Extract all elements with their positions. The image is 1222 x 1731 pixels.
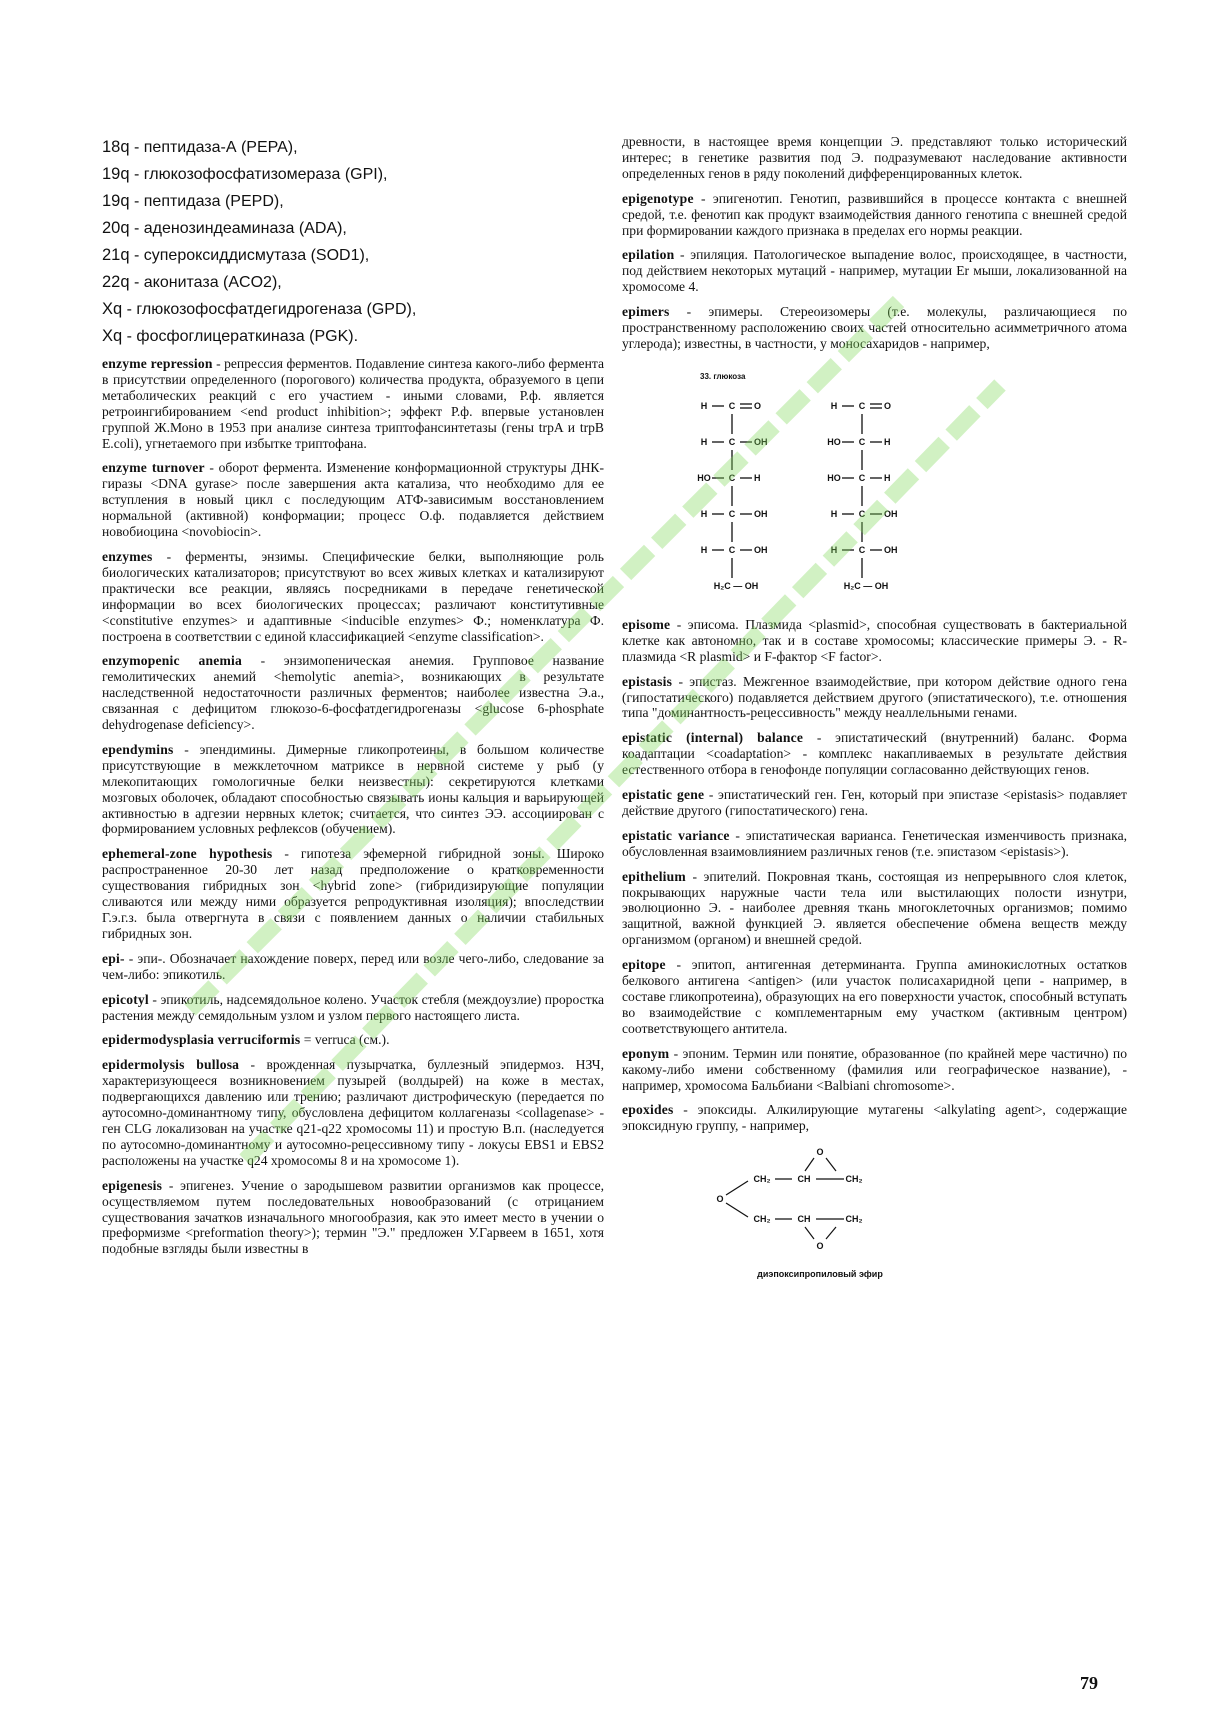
right-column: [622, 134, 1127, 1293]
entry-definition: - эпендимины. Димерные гликопротеины, в большом количестве присутствующие в межклеточном матриксе в нервной системе у рыб (у млекопитающих гомологичные белки неизвестны): секретируются клетками мозговых оболочек, обладают способностью связывать ионы кальция и варьирующей активностью в адгезии нервных клеток; считается, что синтез ЭЭ. ассоциирован с формированием условных рефлексов (обучением).: [102, 741, 604, 837]
entry-definition: - эпи-. Обозначает нахождение поверх, перед или возле чего-либо, следование за чем-либо: эпикотиль.: [102, 950, 604, 982]
entry-headword: epicotyl: [102, 991, 149, 1007]
entry-headword: epidermolysis bullosa: [102, 1057, 240, 1073]
entry-definition: - эпитоп, антигенная детерминанта. Группа аминокислотных остатков белкового антигена <antigen> (или участок полисахаридной цепи - например, в составе гликопротеина), образующих на его поверхности участок, способный вступать во взаимодействие с комплементарным ему участком (активным центром) соответствующего антитела.: [622, 957, 1127, 1036]
entry-definition: - врожденная пузырчатка, буллезный эпидермоз. НЗЧ, характеризующееся возникновением пузырей (волдырей) на коже в местах, подвергающихся давлению или трению; различают дистрофическую (передается по аутосомно-доминантному типу, обусловлена дефицитом коллагеназы <collagenase> - ген CLG локализован на участке q21-q22 хромосомы 11) и простую В.п. (наследуется по аутосомно-доминантному и аутосомно-рецессивному типу - локусы EBS1 и EBS2 расположены на участке q24 хромосомы 8 и на хромосоме 1).: [102, 1057, 604, 1168]
substituent-left: H: [700, 400, 708, 411]
dictionary-entry: [622, 674, 1127, 722]
dictionary-entry: [102, 846, 604, 941]
dictionary-entry: [622, 304, 1127, 352]
substituent-right: OH: [754, 544, 768, 555]
dictionary-entry-continued: [622, 134, 1127, 182]
dictionary-entry: [102, 1032, 604, 1048]
dictionary-entry: [102, 992, 604, 1024]
substituent-right: H: [884, 472, 891, 483]
substituent-left: H: [700, 508, 708, 519]
dictionary-entry: [622, 191, 1127, 239]
entry-definition: - эпигенотип. Генотип, развившийся в процессе контакта с внешней средой, т.е. фенотип как продукт взаимодействия данного генотипа с внешней средой при формировании каждого признака в пределах его нормы реакции.: [622, 190, 1127, 238]
enzyme-name: - супероксиддисмутаза (SOD1),: [129, 247, 370, 264]
entry-headword: ependymins: [102, 741, 174, 757]
chromosome-line: [102, 134, 604, 161]
entry-headword: epistatic variance: [622, 827, 730, 843]
enzyme-name: - глюкозофосфатизомераза (GPI),: [129, 166, 388, 183]
carbon-atom: C: [858, 472, 866, 483]
entry-headword: enzymopenic anemia: [102, 653, 243, 669]
substituent-right: OH: [754, 508, 768, 519]
entry-headword: epistatic (internal) balance: [622, 730, 804, 746]
substituent-left: H: [830, 400, 838, 411]
entry-definition: - эпиляция. Патологическое выпадение волос, происходящее, в частности, под действием некоторых мутаций - например, мутации Er мыши, локализованной на хромосоме 4.: [622, 247, 1127, 295]
entry-headword: eponym: [622, 1045, 670, 1061]
entry-definition: - эпистатический ген. Ген, который при эпистазе <epistasis> подавляет действие другого (гипостатического) гена.: [622, 787, 1127, 818]
figure-caption: диэпоксипропиловый эфир: [757, 1269, 883, 1280]
dictionary-entry: [622, 869, 1127, 949]
entry-definition: - эпоксиды. Алкилирующие мутагены <alkylating agent>, содержащие эпоксидную группу, - например,: [622, 1102, 1127, 1134]
entry-headword: epitope: [622, 957, 666, 973]
carbon-atom: C: [728, 508, 736, 519]
chromosome-list: [102, 134, 604, 350]
entry-definition: - гипотеза эфемерной гибридной зоны. Широко распространенное 20-30 лет назад предположение о кратковременности существования гибридных зон <hybrid zone> (гибридизирующие популяции сливаются или между ними образуется репродуктивная изоляция); впоследствии Г.э.г.з. была отвергнута в связи с появлением данных о наличии стабильных гибридных зон.: [102, 846, 604, 941]
substituent-left: H: [700, 436, 708, 447]
ch2-group: CH₂: [845, 1174, 863, 1185]
entry-headword: ephemeral-zone hypothesis: [102, 846, 273, 862]
carbon-atom: C: [858, 544, 866, 555]
enzyme-name: - фосфоглицераткиназа (PGK).: [122, 328, 359, 345]
entry-definition: - энзимопеническая анемия. Групповое название гемолитических анемий <hemolytic anemia>, возникающих в результате наследственной недостаточности различных ферментов; наиболее известна Э.а., связанная с дефицитом глюкозо-6-фосфатдегидрогеназы <glucose 6-phosphate dehydrogenase deficiency>.: [102, 653, 605, 733]
ether-bond: [726, 1181, 748, 1195]
carbon-atom: C: [858, 508, 866, 519]
ch2-group: CH₂: [753, 1174, 771, 1185]
ch2-group: CH₂: [845, 1214, 863, 1225]
epimer-structure-figure: [622, 361, 1127, 609]
epoxide-structure-svg: [622, 1143, 1127, 1293]
substituent-right: OH: [884, 544, 898, 555]
chromosome-line: [102, 242, 604, 269]
epoxide-bond: [826, 1227, 836, 1239]
dictionary-entry: [102, 1178, 604, 1258]
dictionary-entry: [102, 951, 604, 983]
carbon-atom: C: [728, 400, 736, 411]
entry-definition: = verruca (см.).: [300, 1032, 390, 1048]
epoxide-bond: [826, 1158, 836, 1171]
substituent-left: H: [830, 508, 838, 519]
dictionary-entry: [622, 828, 1127, 860]
terminal-group: H₂C — OH: [713, 580, 759, 591]
substituent-right: OH: [884, 508, 898, 519]
left-column: [102, 134, 604, 1266]
entry-headword: epi-: [102, 950, 125, 966]
dictionary-entry: [622, 957, 1127, 1037]
entry-headword: epilation: [622, 247, 675, 263]
entry-headword: epistatic gene: [622, 787, 705, 803]
entry-headword: epithelium: [622, 868, 686, 884]
page-number: 79: [1080, 1673, 1098, 1693]
entry-definition: - эпистаз. Межгенное взаимодействие, при котором действие одного гена (гипостатического) подавляется действием другого (эпистатического), т.е. отношения типа "доминантность-рецессивность" между неаллельными генами.: [622, 673, 1127, 721]
oxygen-ether: O: [716, 1194, 724, 1205]
substituent-right: H: [884, 436, 891, 447]
entry-definition: - эпистатическая варианса. Генетическая изменчивость признака, обусловленная взаимовлиянием различных генов (т.е. эпистазом <epistasis>).: [622, 827, 1128, 859]
entry-headword: enzyme turnover: [102, 460, 205, 476]
substituent-right: O: [754, 400, 762, 411]
terminal-group: H₂C — OH: [843, 580, 889, 591]
oxygen-top: O: [816, 1147, 824, 1158]
entry-definition: - эпигенез. Учение о зародышевом развитии организмов как процессе, осуществляемом путем последовательных новообразований (с отрицанием существования зачатков изначального многообразия, как это имеет место в учении о преформизме <preformation theory>); термин "Э." предложен У.Гарвеем в 1651, хотя подобные взгляды были известны в: [102, 1177, 604, 1257]
entry-headword: episome: [622, 616, 671, 632]
epoxide-bond: [805, 1227, 814, 1239]
carbon-atom: C: [858, 436, 866, 447]
dictionary-entry: [622, 617, 1127, 665]
dictionary-entry: [622, 1102, 1127, 1134]
locus: 19q: [102, 192, 130, 210]
entry-definition: - эпоним. Термин или понятие, образованное (по крайней мере частично) по какому-либо имени собственному (фамилия или географическое название), - например, хромосома Бальбиани <Balbiani chromosome>.: [622, 1045, 1127, 1093]
substituent-right: O: [884, 400, 892, 411]
enzyme-name: - пептидаза-А (PEPA),: [129, 139, 298, 156]
ch2-group: CH₂: [753, 1214, 771, 1225]
chromosome-line: [102, 215, 604, 242]
dictionary-entry: [102, 742, 604, 837]
entry-headword: epigenotype: [622, 190, 694, 206]
chromosome-line: [102, 161, 604, 188]
substituent-left: H: [830, 544, 838, 555]
epoxide-bond: [805, 1158, 814, 1171]
locus: 19q: [102, 165, 130, 183]
entry-definition: - репрессия ферментов. Подавление синтеза какого-либо фермента в присутствии определенного (порогового) количества продукта, образуемого в цепи метаболических реакций с его участием - иными словами, Р.ф. является ретроингибированием <end product inhibition>; эффект Р.ф. впервые установлен группой Ж.Моно в 1953 при анализе синтеза триптофансинтетазы (гены trpA и trpB E.coli), угнетаемого при избытке триптофана.: [102, 356, 604, 451]
entry-headword: epidermodysplasia verruciformis: [102, 1032, 301, 1048]
ch-group: CH: [797, 1174, 811, 1185]
oxygen-bottom: O: [816, 1241, 824, 1252]
entry-headword: epistasis: [622, 673, 673, 689]
substituent-right: OH: [754, 436, 768, 447]
carbon-atom: C: [858, 400, 866, 411]
dictionary-entry: [102, 460, 604, 540]
substituent-left: HO: [697, 472, 711, 483]
chromosome-line: [102, 188, 604, 215]
substituent-left: H: [700, 544, 708, 555]
dictionary-entry: [102, 1057, 604, 1168]
entry-definition: - эпимеры. Стереоизомеры (т.е. молекулы, различающиеся по пространственному расположению своих частей относительно асимметричного атома углерода); известны, в частности, у моносахаридов - например,: [622, 304, 1127, 351]
figure-label: 33. глюкоза: [700, 371, 746, 381]
enzyme-name: - аконитаза (ACO2),: [129, 274, 282, 291]
enzyme-name: - пептидаза (PEPD),: [129, 193, 284, 210]
locus: 18q: [102, 138, 130, 156]
entry-definition: - ферменты, энзимы. Специфические белки, выполняющие роль биологических катализаторов; присутствуют во всех живых клетках и катализируют практически все реакции, являясь посредниками в передаче генетической информации во всех биологических процессах; различают конститутивные <constitutive enzymes> и адаптивные <inducible enzymes> Ф.; номенклатура Ф. построена в соответствии с единой классификацией <enzyme classification>.: [102, 548, 604, 644]
dictionary-entry: [102, 549, 604, 644]
dictionary-entry: [102, 653, 604, 733]
ether-bond: [726, 1203, 748, 1217]
entry-headword: epigenesis: [102, 1177, 163, 1193]
entry-headword: enzyme repression: [102, 356, 213, 371]
substituent-right: H: [754, 472, 761, 483]
entry-definition: - эпикотиль, надсемядольное колено. Участок стебля (междоузлие) проростка растения между семядольным узлом и узлом первого настоящего листа.: [102, 991, 604, 1023]
entry-definition: - эписома. Плазмида <plasmid>, способная существовать в бактериальной клетке как автономно, так и в составе хромосомы; классические примеры Э. - R-плазмида <R plasmid> и F-фактор <F factor>.: [622, 616, 1127, 664]
entry-definition: древности, в настоящее время концепции Э. представляют только исторический интерес; в генетике развития под Э. подразумевают наследование активности определенных генов в ряду поколений дифференцированных клеток.: [622, 134, 1127, 181]
entry-definition: - оборот фермента. Изменение конформационной структуры ДНК-гиразы <DNA gyrase> после завершения акта катализа, что необходимо для ее вступления в новый цикл с последующим АТФ-зависимым восстановлением нормальной (активной) конформации; процесс О.ф. подавляется действием новобиоцина <novobiocin>.: [102, 460, 604, 540]
substituent-left: HO: [827, 472, 841, 483]
dictionary-entry: [102, 356, 604, 451]
locus: 20q: [102, 219, 130, 237]
entry-definition: - эпителий. Покровная ткань, состоящая из непрерывного слоя клеток, покрывающих наружные части тела или выстилающих полости изнутри, эволюционно Э. - наиболее древняя ткань многоклеточных организмов; помимо защитной, важной функцией Э. является обеспечение обмена веществ между организмом (органом) и внешней средой.: [622, 868, 1127, 948]
enzyme-name: - глюкозофосфатдегидрогеназа (GPD),: [122, 301, 417, 318]
enzyme-name: - аденозиндеаминаза (ADA),: [129, 220, 347, 237]
carbon-atom: C: [728, 544, 736, 555]
locus: Xq: [102, 300, 123, 318]
ch-group: CH: [797, 1214, 811, 1225]
locus: Xq: [102, 327, 123, 345]
dictionary-entry: [622, 247, 1127, 295]
chromosome-line: [102, 269, 604, 296]
chromosome-line: [102, 296, 604, 323]
epoxide-structure-figure: [622, 1143, 1127, 1293]
locus: 21q: [102, 246, 130, 264]
dictionary-entry: [622, 1046, 1127, 1094]
substituent-left: HO: [827, 436, 841, 447]
entry-headword: enzymes: [102, 548, 153, 564]
entry-definition: - эпистатический (внутренний) баланс. Форма коадаптации <coadaptation> - комплекс накапливаемых в результате действия естественного отбора в генофонде популяции согласованно действующих генов.: [622, 730, 1127, 778]
locus: 22q: [102, 273, 130, 291]
entry-headword: epoxides: [622, 1102, 674, 1118]
chromosome-line: [102, 323, 604, 350]
epimer-structures-svg: [622, 361, 1127, 609]
carbon-atom: C: [728, 472, 736, 483]
dictionary-entry: [622, 787, 1127, 819]
entry-headword: epimers: [622, 304, 670, 320]
carbon-atom: C: [728, 436, 736, 447]
dictionary-entry: [622, 730, 1127, 778]
